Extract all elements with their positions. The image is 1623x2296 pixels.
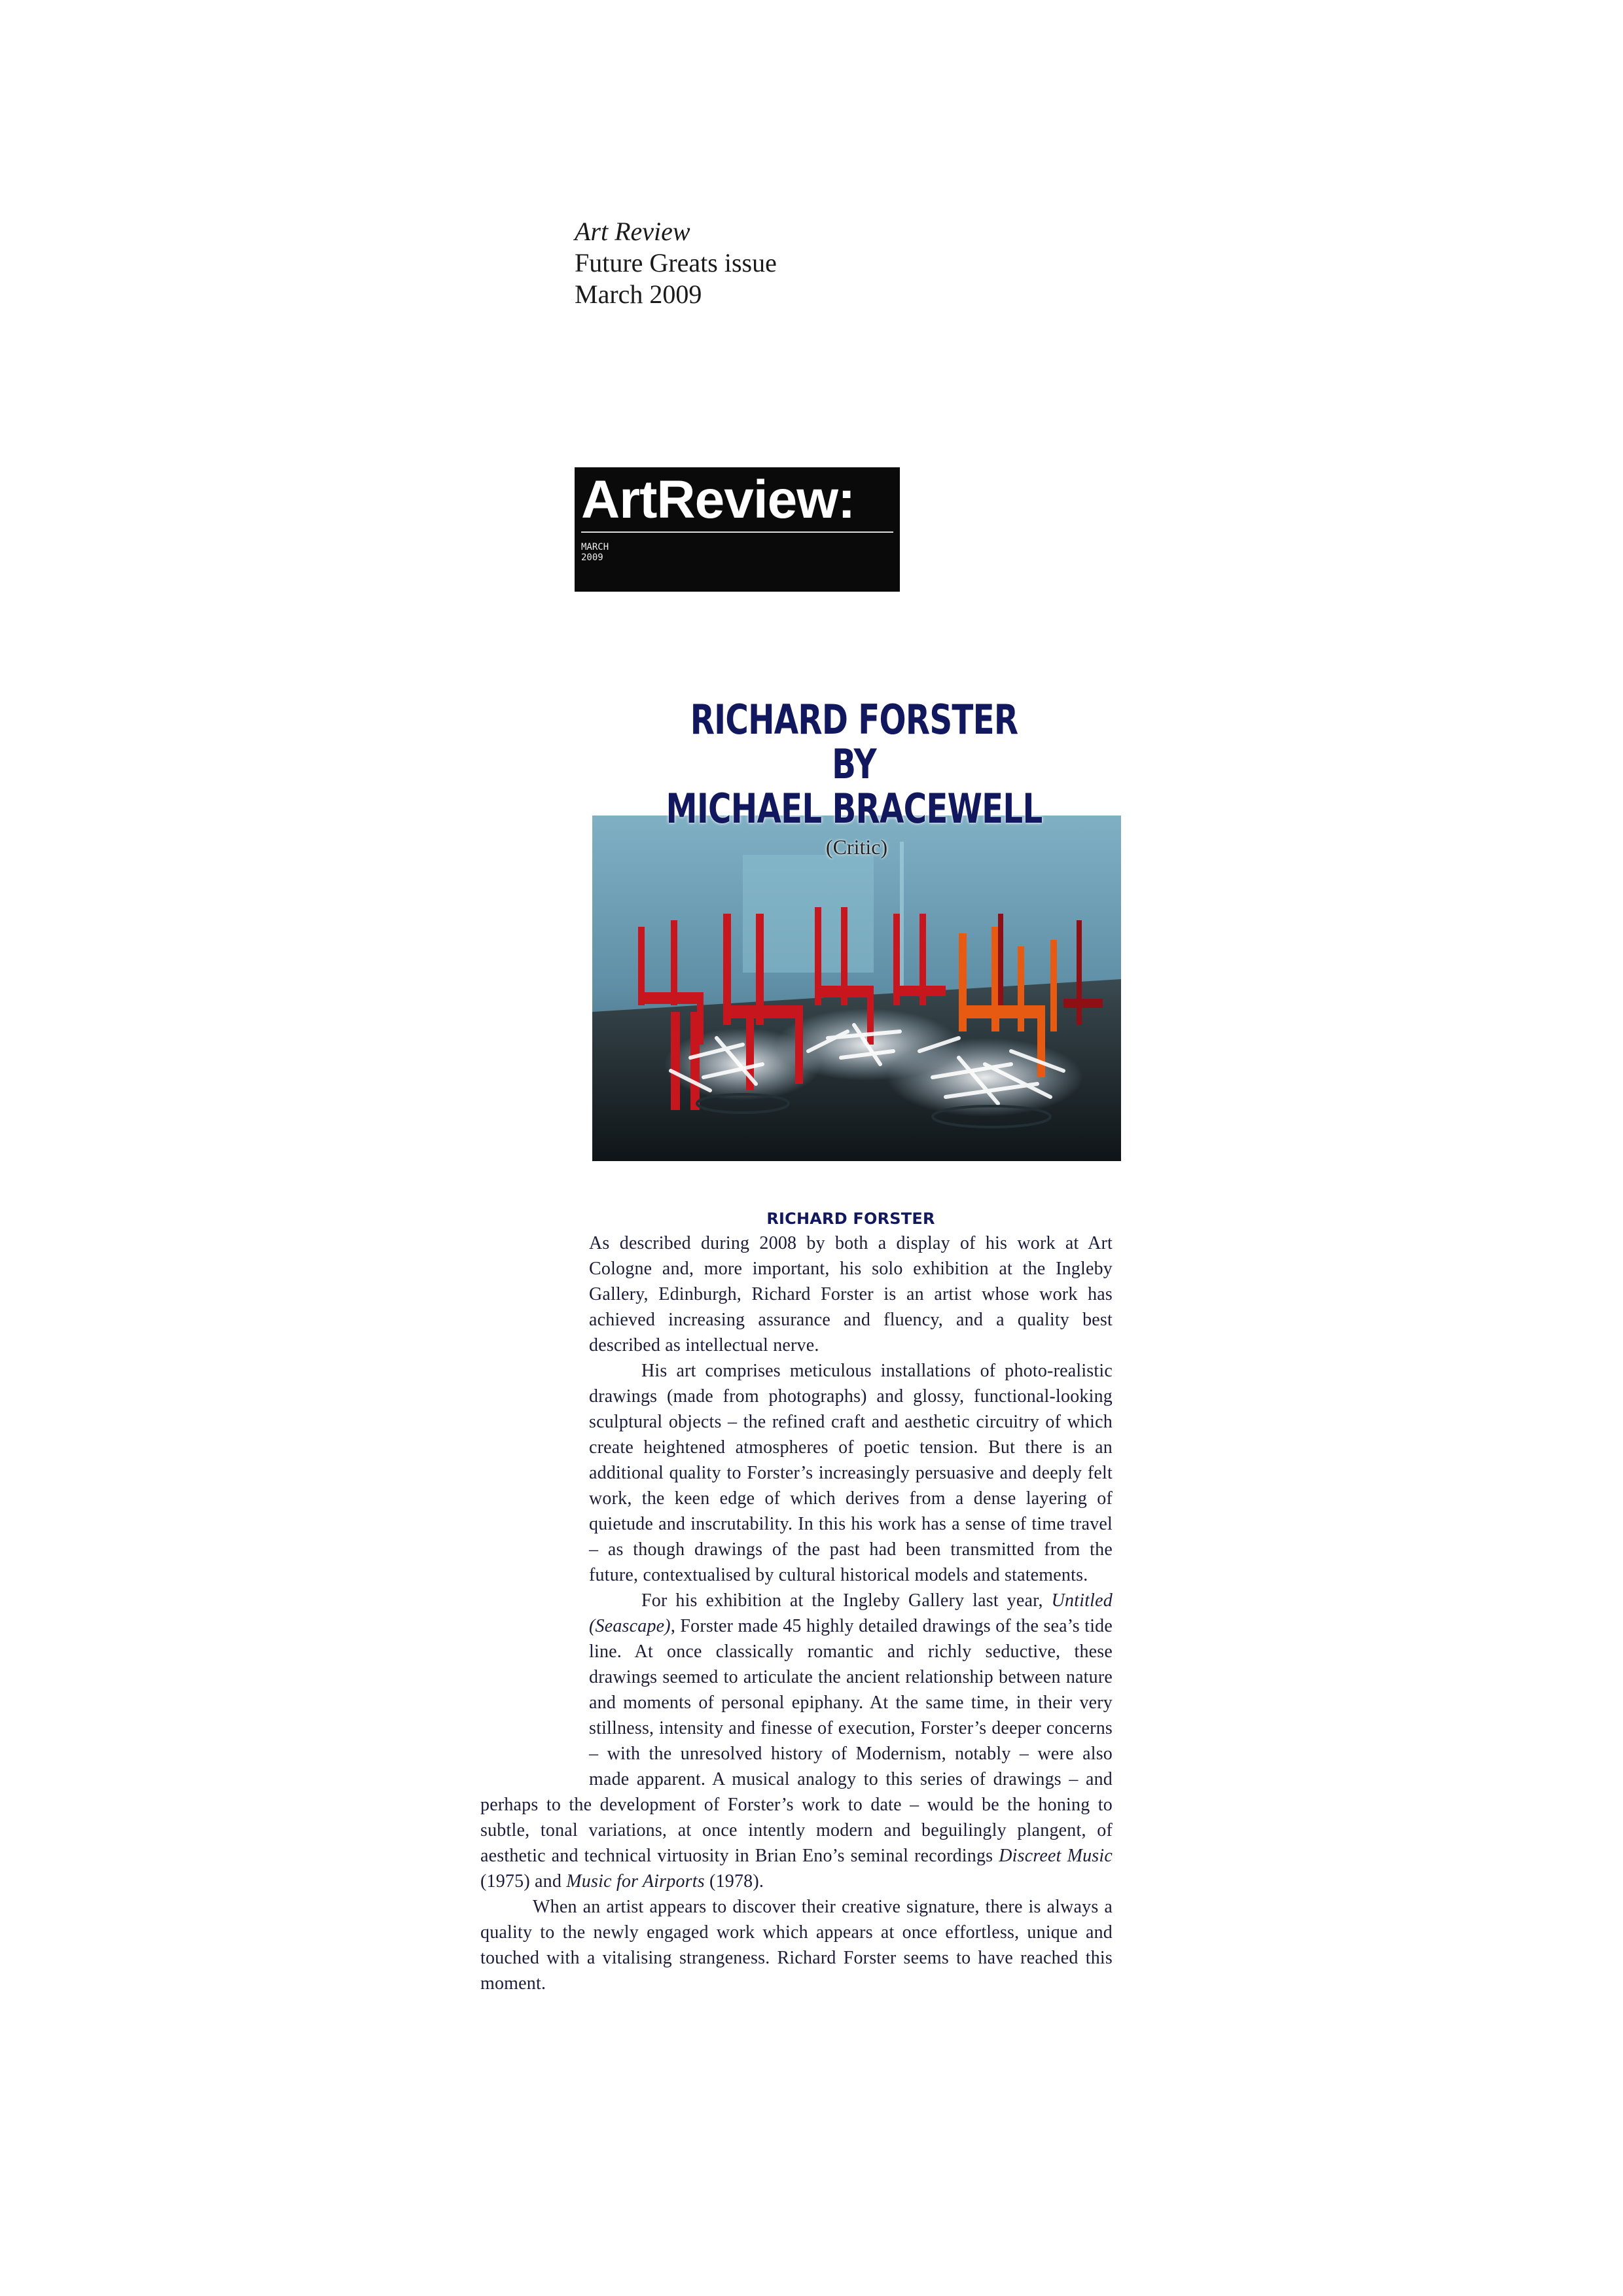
paragraph-3-part-c: (1975) and (480, 1871, 567, 1892)
masthead-month: MARCH (581, 542, 609, 552)
author-role: (Critic) (825, 835, 888, 859)
paragraph-4: When an artist appears to discover their creative signature, there is always a quality to the newly engaged work which appears at once effortless, unique and touched with a vitalising strangeness. Richard Forster seems to have reached this moment. (480, 1897, 1113, 1994)
publication-name: Art Review (575, 217, 690, 246)
album-title-music-for-airports: Music for Airports (566, 1871, 705, 1892)
paragraph-3-part-d: (1978). (704, 1871, 764, 1892)
artreview-logo: ArtReview: (581, 470, 855, 529)
article-body (480, 1207, 1113, 1996)
paragraph-1: As described during 2008 by both a display of his work at Art Cologne and, more important, his solo exhibition at the Ingleby Gallery, Edinburgh, Richard Forster is an artist whose work has achieved increasing assurance and fluency, and a quality best described as intellectual nerve. (589, 1233, 1113, 1355)
masthead-logo-block (575, 467, 900, 592)
masthead-date (581, 542, 633, 563)
paragraph-3-part-a: For his exhibition at the Ingleby Gallery last year, (641, 1590, 1052, 1611)
masthead-year: 2009 (581, 552, 603, 563)
headline-by: BY (832, 740, 876, 788)
issue-name: Future Greats issue (575, 248, 777, 278)
headline-author: MICHAEL BRACEWELL (666, 785, 1043, 833)
paragraph-3-part-b: , Forster made 45 highly detailed drawings of the sea’s tide line. At once classically romantic and richly seductive, these drawings seemed to articulate the ancient relationship between nature and moments of personal epiphany. At the same time, in their very stillness, intensity and finesse of execution, Forster’s deeper concerns – with the unresolved history of Modernism, notably – were also made apparent. A musical analogy to this series of drawings – and perhaps to the development of Forster’s work to date – would be the honing to subtle, tonal variations, at once intently modern and beguilingly plangent, of aesthetic and technical virtuosity in Brian Eno’s seminal recordings (480, 1616, 1113, 1866)
text-wrap-spacer (480, 1207, 589, 1784)
work-title-seascape: Untitled (Seascape) (589, 1590, 1113, 1636)
issue-date: March 2009 (575, 279, 702, 309)
headline-artist: RICHARD FORSTER (690, 696, 1018, 744)
installation-photo (592, 816, 1121, 1161)
masthead-divider (581, 531, 893, 533)
paragraph-2: His art comprises meticulous installations of photo-realistic drawings (made from photographs) and glossy, functional-looking sculptural objects – the refined craft and aesthetic circuitry of which create heightened atmospheres of poetic tension. But there is an additional quality to Forster’s increasingly persuasive and deeply felt work, the keen edge of which derives from a dense layering of quietude and inscrutability. In this his work has a sense of time travel – as though drawings of the past had been transmitted from the future, contextualised by cultural historical models and statements. (589, 1361, 1113, 1585)
header-note (575, 216, 777, 310)
article-section-title: RICHARD FORSTER (766, 1210, 935, 1228)
album-title-discreet-music: Discreet Music (999, 1846, 1113, 1866)
